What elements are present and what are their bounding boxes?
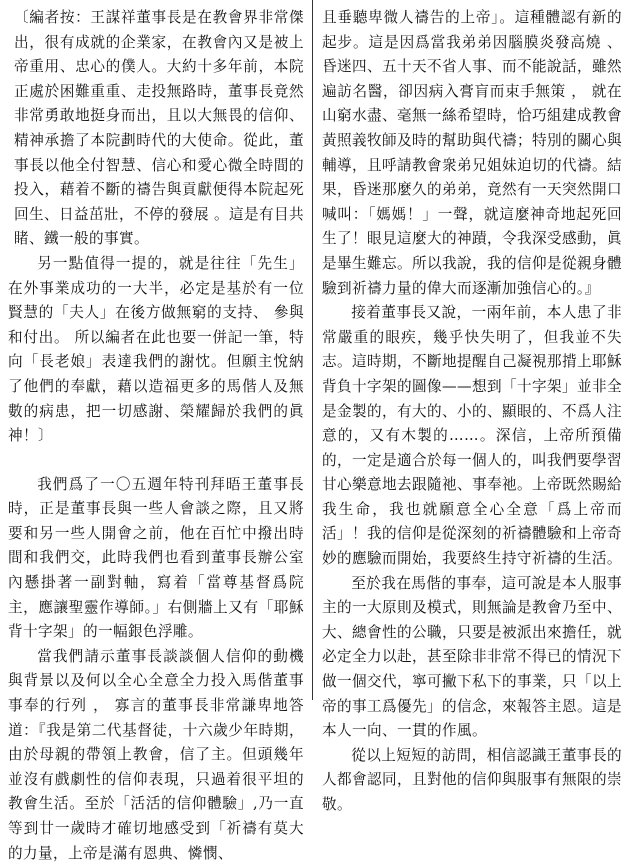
body-paragraph: 我們爲了一〇五週年特刊拜晤王董事長時，正是董事長與一些人會談之際，且又將要和另一些人開會之前，他在百忙中撥出時間和我們交，此時我們也看到董事長辦公室內懸掛著一副對軸，寫着「當尊基督爲院主，應讓聖靈作導師。」右側牆上又有「耶穌背十字架」的一幅銀色浮雕。 bbox=[8, 475, 304, 641]
left-column bbox=[8, 6, 304, 866]
column-divider bbox=[312, 0, 313, 700]
editor-note-paragraph: 〔編者按：王謀祥董事長是在教會界非常傑出，很有成就的企業家，在教會內又是被上帝重用、忠心的僕人。大約十多年前，本院正處於困難重重、走投無路時，董事長竟然非常勇敢地挺身而出，且以大無畏的信仰、精神承擔了本院劃時代的大使命。從此，董事長以他全付智慧、信心和愛心微全時間的投入，藉着不斷的禱告與貢獻便得本院起死回生、日益茁壯，不停的發展 。這是有目共睹、鐵一般的事實。 bbox=[14, 9, 304, 248]
body-paragraph-continued: 且垂聽卑微人禱告的上帝」。這種體認有新的起步。這是因爲當我弟弟因腦膜炎發高燒 、 昏迷四、五十天不省人事、而不能說話，雖然遍訪名醫，卻因病入膏肓而束手無策 ， 就在山窮水盡、毫無一絲希望時，恰巧組建成教會黃照義牧師及時的幫助與代禱；特別的關心與輔導，且呼請教會衆弟兄姐妹迫切的代禱。結果，昏迷那麼久的弟弟，竟然有一天突然開口喊叫：「媽媽！」一聲，就這麼神奇地起死回生了！眼見這麼大的神蹟，令我深受感動，眞是畢生難忘。所以我說，我的信仰是從親身體驗到祈禱力量的偉大而逐漸加強信心的。』 bbox=[322, 9, 622, 297]
body-paragraph: 當我們請示董事長談談個人信仰的動機與背景以及何以全心全意全力投入馬偕董事事奉的行列 ， 寡言的董事長非常謙卑地答道：『我是第二代基督徒，十六歲少年時期，由於母親的帶領上教會，信了主。但頭幾年並沒有戲劇性的信仰表現，只過着很平坦的教會生活。至於「活活的信仰體驗」,乃一直等到廿一歲時才確切地感受到「祈禱有莫大的力量，上帝是滿有恩典、憐憫、 bbox=[8, 647, 304, 862]
editor-note-paragraph-2: 另一點值得一提的，就是往往「先生」在外事業成功的一大半，必定是基於有一位賢慧的「夫人」在後方做無窮的支持、 參與和付出。 所以編者在此也要一併記一筆，特向「長老娘」表達我們的謝忱。但願主悅納了他們的奉獻，藉以造福更多的馬偕人及無數的病患，把一切感謝、榮耀歸於我們的眞神！〕 bbox=[8, 254, 304, 445]
body-paragraph: 至於我在馬偕的事奉，這可說是本人服事主的一大原則及模式，則無論是教會乃至中、大、總會性的公職，只要是被派出來擔任，就必定全力以赴，甚至除非非常不得已的情況下做一個交代，寧可撇下私下的事業，只「以上帝的事工爲優先」的信念，來報答主恩。這是本人一向、一貫的作風。 bbox=[322, 574, 622, 740]
paragraph-gap bbox=[8, 449, 304, 473]
body-paragraph: 接着董事長又說，一兩年前，本人患了非常嚴重的眼疾，幾乎快失明了，但我並不失志。這時期，不斷地提醒自己凝視那揹上耶穌背負十字架的圖像——想到「十字架」並非全是金製的，有大的、小的、顯眼的、不爲人注意的，又有木製的……。深信，上帝所預備的，一定是適合於每一個人的，叫我們要學習甘心樂意地去跟隨祂、事奉祂。上帝既然賜給我生命，我也就願意全心全意「爲上帝而活」！我的信仰是從深刻的祈禱體驗和上帝奇妙的應驗而開始，我要終生持守祈禱的生活。 bbox=[322, 304, 622, 568]
body-paragraph: 從以上短短的訪問，相信認識王董事長的人都會認同，且對他的信仰與服事有無限的崇敬。 bbox=[322, 746, 622, 813]
right-column bbox=[322, 6, 622, 818]
